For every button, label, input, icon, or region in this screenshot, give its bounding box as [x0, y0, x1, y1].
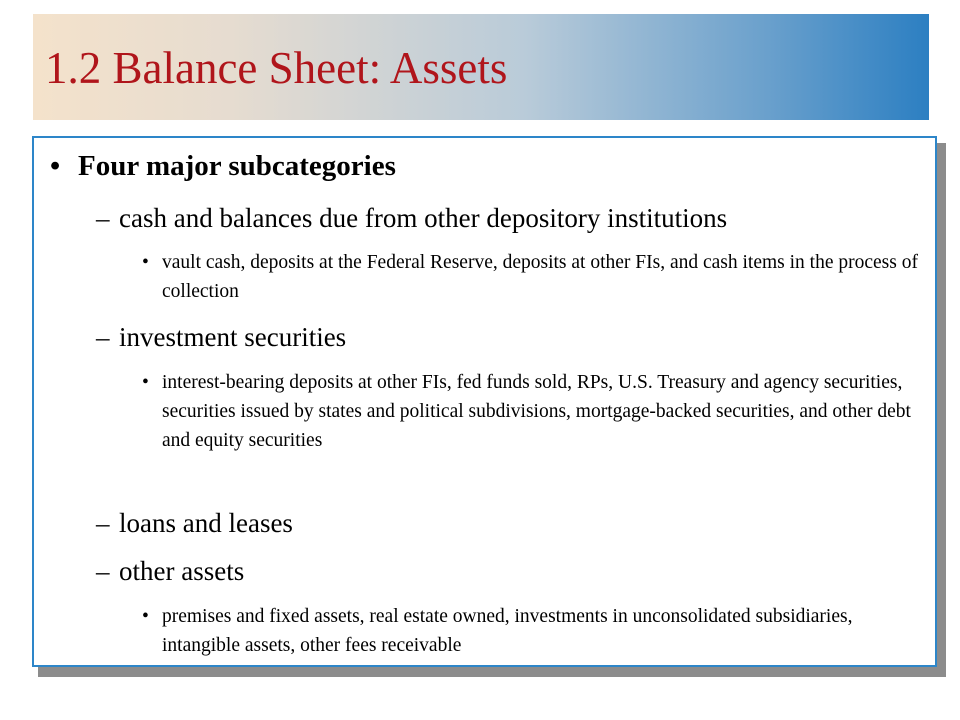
heading-bullet: • [50, 150, 61, 182]
category-loans-and-leases [96, 503, 293, 543]
category-cash [96, 198, 727, 238]
category-label: investment securities [119, 322, 347, 352]
detail-bullet: • [142, 372, 149, 393]
category-dash: – [96, 556, 110, 586]
detail-investment-securities [142, 368, 927, 455]
detail-text: interest-bearing deposits at other FIs, fed funds sold, RPs, U.S. Treasury and agency securities, securities issued by states and political subdivisions, mortgage-backed securities, and other debt and equity securities [162, 372, 911, 451]
category-label: loans and leases [119, 508, 293, 538]
heading-text: Four major subcategories [78, 150, 396, 182]
category-dash: – [96, 322, 110, 352]
detail-bullet: • [142, 606, 149, 627]
category-label: cash and balances due from other depository institutions [119, 203, 728, 233]
detail-cash [142, 248, 927, 306]
detail-bullet: • [142, 252, 149, 273]
category-dash: – [96, 508, 110, 538]
heading-bullet-item [50, 143, 396, 189]
slide-title: 1.2 Balance Sheet: Assets [45, 43, 508, 93]
detail-text: premises and fixed assets, real estate owned, investments in unconsolidated subsidiaries, intangible assets, other fees receivable [162, 606, 853, 656]
category-other-assets [96, 551, 244, 591]
detail-text: vault cash, deposits at the Federal Reserve, deposits at other FIs, and cash items in the process of collection [162, 252, 918, 302]
detail-other-assets [142, 602, 927, 660]
category-dash: – [96, 203, 110, 233]
category-investment-securities [96, 317, 346, 357]
category-label: other assets [119, 556, 245, 586]
